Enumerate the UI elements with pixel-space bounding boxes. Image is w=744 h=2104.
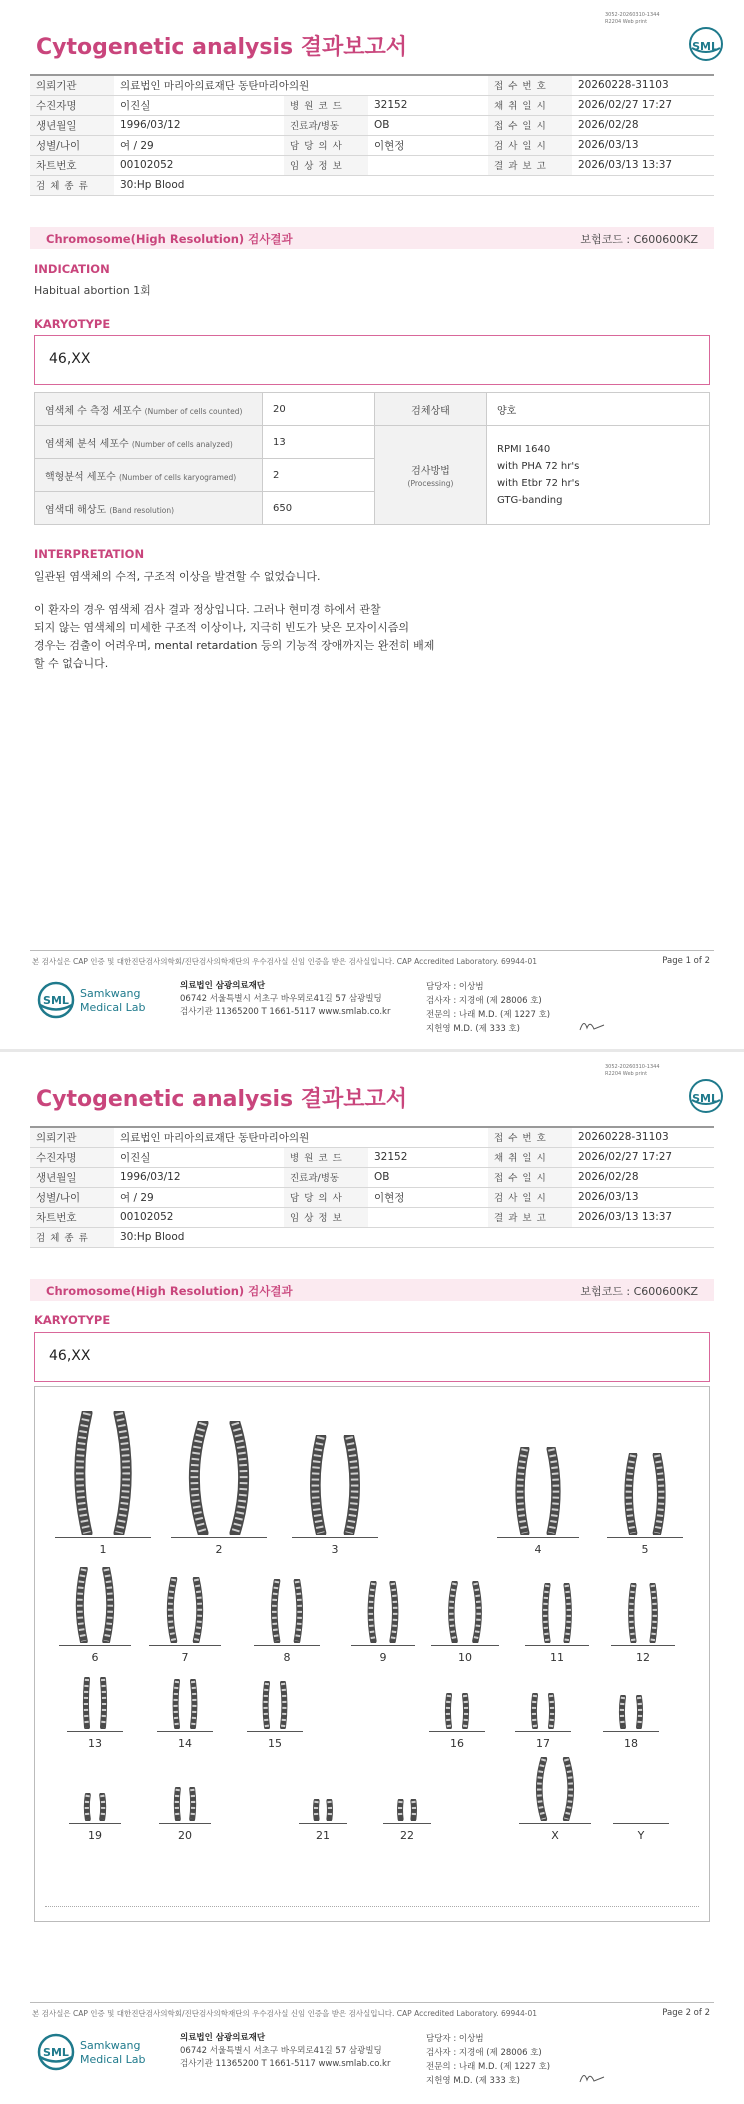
interpretation-line: 되지 않는 염색체의 미세한 구조적 이상이나, 지극히 빈도가 낮은 모자이시즘의 (34, 621, 409, 634)
patient-value: 이진실 (114, 1147, 284, 1167)
chromosome-body (534, 1695, 535, 1727)
karyogram-baseline (613, 1823, 669, 1824)
logo-mark-text: SML (43, 2046, 69, 2059)
lab-info (180, 980, 390, 1019)
chromosome-pair-10 (439, 1581, 491, 1643)
patient-info-table (30, 74, 714, 196)
specimen-label: 검 체 종 류 (30, 1227, 114, 1247)
karyotype-value: 46,XX (49, 1348, 91, 1364)
chart-label: 차트번호 (30, 155, 114, 175)
logo-mark-text: SML (43, 994, 69, 1007)
test-date-label: 검 사 일 시 (488, 135, 572, 155)
clinical-value (368, 155, 488, 175)
receipt-no-value: 20260228-31103 (572, 1127, 714, 1147)
report-date-value: 2026/03/13 13:37 (572, 1207, 714, 1227)
chromosome-pair-9 (359, 1581, 407, 1643)
karyogram-baseline (247, 1731, 303, 1732)
chromosome-label: 18 (624, 1737, 638, 1750)
chromosome-pair-20 (167, 1787, 203, 1821)
staff-line: 전문의 : 나래 M.D. (제 1227 호) (426, 1010, 551, 1020)
dept-label: 진료과/병동 (284, 1167, 368, 1187)
logo-lab-name-1: Samkwang (80, 987, 141, 1000)
institution-value: 의료법인 마리아의료재단 동탄마리아의원 (114, 1127, 488, 1147)
hospital-code-value: 32152 (368, 95, 488, 115)
karyogram-baseline (607, 1537, 683, 1538)
cells-analyzed-label-ko: 염색체 분석 세포수 (45, 438, 129, 450)
karyogram-baseline (603, 1731, 659, 1732)
band-label-ko: 염색대 해상도 (45, 504, 107, 516)
doctor-label: 담 당 의 사 (284, 1187, 368, 1207)
interpretation-line: 경우는 검출이 어려우며, mental retardation 등의 기능적 장애까지는 완전히 배제 (34, 639, 435, 652)
chromosome-label: Y (637, 1829, 645, 1842)
collect-label: 채 취 일 시 (488, 95, 572, 115)
sex-age-label: 성별/나이 (30, 1187, 114, 1207)
chromosome-pair-14 (165, 1679, 205, 1729)
chromosome-label: 16 (450, 1737, 464, 1750)
chromosome-label: 19 (88, 1829, 102, 1842)
chromosome-pair-17 (523, 1693, 563, 1729)
patient-value: 이진실 (114, 95, 284, 115)
chromosome-pair-3 (300, 1435, 370, 1535)
chromosome-pair-8 (262, 1579, 312, 1643)
chromosome-pair-15 (255, 1681, 295, 1729)
indication-text: Habitual abortion 1회 (34, 284, 151, 297)
dob-value: 1996/03/12 (114, 1167, 284, 1187)
karyogramed-label-ko: 핵형분석 세포수 (45, 471, 116, 483)
staff-list (426, 980, 550, 1036)
specimen-state-value: 양호 (487, 393, 710, 426)
report-title: Cytogenetic analysis 결과보고서 (36, 1087, 408, 1112)
sex-age-value: 여 / 29 (114, 135, 284, 155)
dept-value: OB (368, 115, 488, 135)
karyogram-baseline (254, 1645, 320, 1646)
specimen-value: 30:Hp Blood (114, 175, 714, 195)
method-value (487, 426, 710, 525)
karyogram-baseline (351, 1645, 415, 1646)
chromosome-pair-6 (67, 1567, 123, 1643)
chromosome-label: 7 (181, 1651, 189, 1664)
print-code-line-1: 3052-20260310-1344 (605, 12, 660, 18)
collect-label: 채 취 일 시 (488, 1147, 572, 1167)
chromosome-label: 12 (636, 1651, 650, 1664)
karyogram-baseline (171, 1537, 267, 1538)
sex-age-value: 여 / 29 (114, 1187, 284, 1207)
dob-label: 생년월일 (30, 115, 114, 135)
chromosome-label: 2 (215, 1543, 223, 1556)
cells-analyzed-value: 13 (263, 426, 375, 459)
chromosome-label: 22 (400, 1829, 414, 1842)
staff-line: 검사자 : 지경애 (제 28006 호) (426, 2048, 542, 2058)
chromosome-body (413, 1801, 414, 1819)
chromosome-label: 14 (178, 1737, 192, 1750)
institution-label: 의뢰기관 (30, 75, 114, 95)
chromosome-body (631, 1585, 633, 1641)
karyogram-baseline (429, 1731, 485, 1732)
interpretation-heading: INTERPRETATION (34, 547, 145, 561)
chromosome-body (551, 1695, 552, 1727)
logo-lab-name-2: Medical Lab (80, 1001, 146, 1014)
lab-contact: 검사기관 11365200 T 1661-5117 www.smlab.co.kr (180, 2059, 391, 2069)
logo-lab-name-1: Samkwang (80, 2039, 141, 2052)
cells-analyzed-label-en: (Number of cells analyzed) (131, 439, 233, 449)
sml-logo-text: SML (692, 40, 718, 53)
chromosome-label: 6 (91, 1651, 99, 1664)
karyogram-baseline (383, 1823, 431, 1824)
karyogramed-label (35, 459, 263, 492)
print-code (605, 12, 660, 26)
signature-icon (578, 1016, 606, 1034)
cells-counted-label (35, 393, 263, 426)
receipt-no-value: 20260228-31103 (572, 75, 714, 95)
karyotype-box (34, 335, 710, 385)
institution-label: 의뢰기관 (30, 1127, 114, 1147)
chromosome-pair-X (527, 1757, 583, 1821)
karyogram-bottom-divider (45, 1906, 699, 1907)
chromosome-pair-2 (179, 1421, 259, 1535)
lab-foundation (180, 980, 390, 993)
chromosome-body (567, 1585, 569, 1641)
insurance-code: 보험코드 : C600600KZ (580, 1285, 698, 1298)
test-date-value: 2026/03/13 (572, 1187, 714, 1207)
band-resolution-label (35, 492, 263, 525)
chromosome-pair-16 (437, 1693, 477, 1729)
lab-foundation-name: 의료법인 삼광의료재단 (180, 2033, 266, 2043)
chromosome-label: 3 (331, 1543, 339, 1556)
method-line: GTG-banding (497, 495, 563, 506)
collect-value: 2026/02/27 17:27 (572, 95, 714, 115)
receipt-no-label: 접 수 번 호 (488, 75, 572, 95)
karyogram-baseline (611, 1645, 675, 1646)
print-code-line-2: R2204 Web print (605, 1071, 648, 1077)
karyogram-baseline (55, 1537, 151, 1538)
lab-contact: 검사기관 11365200 T 1661-5117 www.smlab.co.kr (180, 1007, 391, 1017)
staff-line: 담당자 : 이상범 (426, 2034, 484, 2044)
receive-value: 2026/02/28 (572, 1167, 714, 1187)
chromosome-body (545, 1585, 547, 1641)
footer-note: 본 검사실은 CAP 인증 및 대한진단검사의학회/진단검사의학재단의 우수검사실 신임 인증을 받은 검사실입니다. CAP Accredited Laboratory. 69944-01 (32, 957, 538, 966)
chromosome-label: 17 (536, 1737, 550, 1750)
chromosome-body (653, 1585, 655, 1641)
page-number: Page 1 of 2 (662, 956, 710, 966)
chromosome-pair-4 (505, 1447, 571, 1535)
chromosome-label: 1 (99, 1543, 107, 1556)
test-date-value: 2026/03/13 (572, 135, 714, 155)
hospital-code-value: 32152 (368, 1147, 488, 1167)
indication-heading: INDICATION (34, 262, 110, 276)
karyogram-baseline (299, 1823, 347, 1824)
karyogram-baseline (497, 1537, 579, 1538)
chromosome-label: 15 (268, 1737, 282, 1750)
chart-value: 00102052 (114, 1207, 284, 1227)
method-label (375, 426, 487, 525)
karyogram-baseline (157, 1731, 213, 1732)
cells-counted-label-ko: 염색체 수 측정 세포수 (45, 405, 142, 417)
specimen-value: 30:Hp Blood (114, 1227, 714, 1247)
method-label-en: (Processing) (407, 479, 454, 488)
clinical-label: 임 상 정 보 (284, 155, 368, 175)
receive-value: 2026/02/28 (572, 115, 714, 135)
lab-address: 06742 서울특별시 서초구 바우뫼로41길 57 삼광빌딩 (180, 994, 382, 1004)
method-line: with Etbr 72 hr's (497, 478, 580, 489)
karyotype-value: 46,XX (49, 351, 91, 367)
receive-label: 접 수 일 시 (488, 1167, 572, 1187)
karyogram-baseline (149, 1645, 221, 1646)
interpretation-summary: 일관된 염색체의 수적, 구조적 이상을 발견할 수 없었습니다. (34, 570, 321, 583)
chart-value: 00102052 (114, 155, 284, 175)
sex-age-label: 성별/나이 (30, 135, 114, 155)
result-section-label: Chromosome(High Resolution) 검사결과 (46, 1284, 293, 1298)
staff-line: 지헌영 M.D. (제 333 호) (426, 1024, 521, 1034)
staff-line: 전문의 : 나래 M.D. (제 1227 호) (426, 2062, 551, 2072)
page-number: Page 2 of 2 (662, 2008, 710, 2018)
dept-label: 진료과/병동 (284, 115, 368, 135)
hospital-code-label: 병 원 코 드 (284, 95, 368, 115)
dob-value: 1996/03/12 (114, 115, 284, 135)
chromosome-pair-22 (391, 1799, 423, 1821)
patient-info-table (30, 1126, 714, 1248)
karyogram-baseline (525, 1645, 589, 1646)
chromosome-pair-11 (533, 1583, 581, 1643)
chromosome-pair-5 (615, 1453, 675, 1535)
chromosome-label: 20 (178, 1829, 192, 1842)
signature-icon (578, 2068, 606, 2086)
institution-value: 의료법인 마리아의료재단 동탄마리아의원 (114, 75, 488, 95)
footer-divider (30, 2002, 714, 2003)
result-section-bar (30, 1279, 714, 1301)
band-label-en: (Band resolution) (109, 505, 175, 515)
chromosome-pair-7 (157, 1577, 213, 1643)
chromosome-label: 21 (316, 1829, 330, 1842)
chromosome-body (465, 1695, 466, 1727)
receive-label: 접 수 일 시 (488, 115, 572, 135)
chromosome-label: X (551, 1829, 559, 1842)
chromosome-label: 8 (283, 1651, 291, 1664)
chromosome-pair-18 (611, 1695, 651, 1729)
collect-value: 2026/02/27 17:27 (572, 1147, 714, 1167)
staff-line: 검사자 : 지경애 (제 28006 호) (426, 996, 542, 1006)
footer-divider (30, 950, 714, 951)
karyotype-heading: KARYOTYPE (34, 1313, 111, 1327)
chromosome-body (400, 1801, 401, 1819)
chromosome-label: 9 (379, 1651, 387, 1664)
karyogram-baseline (292, 1537, 378, 1538)
report-date-label: 결 과 보 고 (488, 1207, 572, 1227)
chart-label: 차트번호 (30, 1207, 114, 1227)
chromosome-label: 5 (641, 1543, 649, 1556)
cells-counted-label-en: (Number of cells counted) (144, 406, 243, 416)
interpretation-line: 할 수 없습니다. (34, 657, 109, 670)
print-code-line-2: R2204 Web print (605, 19, 648, 25)
hospital-code-label: 병 원 코 드 (284, 1147, 368, 1167)
cells-counted-value: 20 (263, 393, 375, 426)
staff-line: 지헌영 M.D. (제 333 호) (426, 2076, 521, 2086)
lab-info (180, 2032, 390, 2071)
samkwang-logo-icon (36, 2032, 156, 2072)
karyogram-baseline (69, 1823, 121, 1824)
report-date-value: 2026/03/13 13:37 (572, 155, 714, 175)
chromosome-pair-12 (619, 1583, 667, 1643)
karyogramed-label-en: (Number of cells karyogramed) (119, 472, 237, 482)
report-date-label: 결 과 보 고 (488, 155, 572, 175)
karyogram-baseline (159, 1823, 211, 1824)
doctor-value: 이현정 (368, 135, 488, 155)
logo-lab-name-2: Medical Lab (80, 2053, 146, 2066)
chromosome-pair-13 (75, 1677, 115, 1729)
lab-foundation (180, 2032, 390, 2045)
test-date-label: 검 사 일 시 (488, 1187, 572, 1207)
report-title: Cytogenetic analysis 결과보고서 (36, 35, 408, 60)
staff-line: 담당자 : 이상범 (426, 982, 484, 992)
karyogram-baseline (515, 1731, 571, 1732)
dept-value: OB (368, 1167, 488, 1187)
karyogram-panel (34, 1386, 710, 1922)
chromosome-body (448, 1695, 449, 1727)
chromosome-pair-21 (307, 1799, 339, 1821)
specimen-state-label: 검체상태 (375, 393, 487, 426)
print-code (605, 1064, 660, 1078)
footer-note: 본 검사실은 CAP 인증 및 대한진단검사의학회/진단검사의학재단의 우수검사실 신임 인증을 받은 검사실입니다. CAP Accredited Laboratory. 69944-01 (32, 2009, 538, 2018)
analysis-stats-table (34, 392, 710, 525)
karyotype-heading: KARYOTYPE (34, 317, 111, 331)
lab-address: 06742 서울특별시 서초구 바우뫼로41길 57 삼광빌딩 (180, 2046, 382, 2056)
chromosome-label: 13 (88, 1737, 102, 1750)
lab-foundation-name: 의료법인 삼광의료재단 (180, 981, 266, 991)
method-line: RPMI 1640 (497, 444, 551, 455)
clinical-label: 임 상 정 보 (284, 1207, 368, 1227)
karyogram-baseline (67, 1731, 123, 1732)
cells-analyzed-label (35, 426, 263, 459)
chromosome-body (329, 1801, 330, 1819)
doctor-value: 이현정 (368, 1187, 488, 1207)
dob-label: 생년월일 (30, 1167, 114, 1187)
sml-logo-text: SML (692, 1092, 718, 1105)
chromosome-label: 4 (534, 1543, 542, 1556)
receipt-no-label: 접 수 번 호 (488, 1127, 572, 1147)
insurance-code: 보험코드 : C600600KZ (580, 233, 698, 246)
interpretation-line: 이 환자의 경우 염색체 검사 결과 정상입니다. 그러나 현미경 하에서 관찰 (34, 603, 381, 616)
chromosome-label: 11 (550, 1651, 564, 1664)
specimen-label: 검 체 종 류 (30, 175, 114, 195)
chromosome-pair-19 (77, 1793, 113, 1821)
result-section-bar (30, 227, 714, 249)
samkwang-logo-icon (36, 980, 156, 1020)
method-label-ko: 검사방법 (411, 466, 450, 477)
chromosome-label: 10 (458, 1651, 472, 1664)
clinical-value (368, 1207, 488, 1227)
staff-list (426, 2032, 550, 2088)
patient-label: 수진자명 (30, 95, 114, 115)
karyogram-baseline (431, 1645, 499, 1646)
chromosome-pair-1 (63, 1411, 143, 1535)
karyogram-baseline (519, 1823, 591, 1824)
chromosome-body (316, 1801, 317, 1819)
patient-label: 수진자명 (30, 1147, 114, 1167)
karyogramed-value: 2 (263, 459, 375, 492)
doctor-label: 담 당 의 사 (284, 135, 368, 155)
band-resolution-value: 650 (263, 492, 375, 525)
karyogram-baseline (59, 1645, 131, 1646)
method-line: with PHA 72 hr's (497, 461, 580, 472)
result-section-label: Chromosome(High Resolution) 검사결과 (46, 232, 293, 246)
karyotype-box (34, 1332, 710, 1382)
print-code-line-1: 3052-20260310-1344 (605, 1064, 660, 1070)
